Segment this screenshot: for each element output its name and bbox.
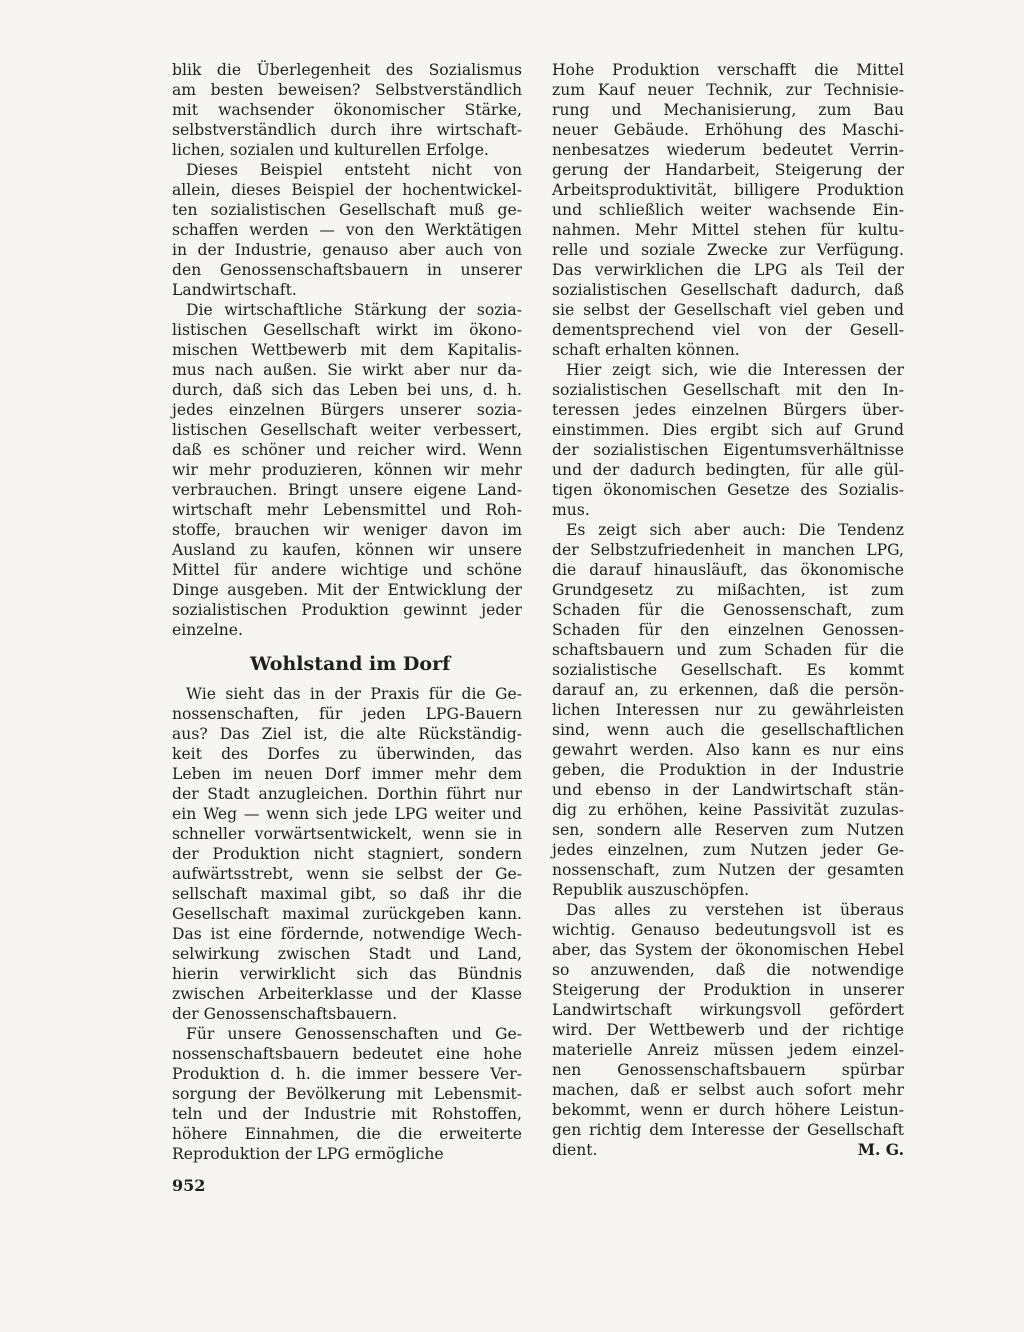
text-line: sellschaft maximal gibt, so daß ihr die bbox=[172, 885, 522, 903]
text-line: keit des Dorfes zu überwinden, das bbox=[172, 745, 522, 763]
text-line: gewahrt werden. Also kann es nur eins bbox=[552, 741, 904, 759]
text-line: nossenschaftsbauern bedeutet eine hohe bbox=[172, 1045, 522, 1063]
text-line: relle und soziale Zwecke zur Verfügung. bbox=[552, 241, 904, 259]
text-line: tigen ökonomischen Gesetze des Sozialis- bbox=[552, 481, 904, 499]
text-line: lichen, sozialen und kulturellen Erfolge. bbox=[172, 141, 489, 159]
paragraph bbox=[552, 520, 904, 900]
paragraph bbox=[552, 360, 904, 520]
text-line: nen Genossenschaftsbauern spürbar bbox=[552, 1061, 904, 1079]
text-line: gen richtig dem Interesse der Gesellschaft bbox=[552, 1121, 904, 1139]
text-line: nenbesatzes wiederum bedeutet Verrin- bbox=[552, 141, 904, 159]
text-line: Hier zeigt sich, wie die Interessen der bbox=[566, 361, 904, 379]
text-line: teln und der Industrie mit Rohstoffen, bbox=[172, 1105, 522, 1123]
text-line: Für unsere Genossenschaften und Ge- bbox=[186, 1025, 522, 1043]
text-line: ein Weg — wenn sich jede LPG weiter und bbox=[172, 805, 522, 823]
text-line: Leben im neuen Dorf immer mehr dem bbox=[172, 765, 522, 783]
text-line: aufwärtsstrebt, wenn sie selbst der Ge- bbox=[172, 865, 522, 883]
text-line: zum Kauf neuer Technik, zur Technisie- bbox=[552, 81, 904, 99]
text-line: verbrauchen. Bringt unsere eigene Land- bbox=[172, 481, 522, 499]
text-line: wird. Der Wettbewerb und der richtige bbox=[552, 1021, 904, 1039]
text-line: gerung der Handarbeit, Steigerung der bbox=[552, 161, 904, 179]
text-line: Schaden für den einzelnen Genossen- bbox=[552, 621, 904, 639]
text-line: sozialistischen Gesellschaft mit den In- bbox=[552, 381, 904, 399]
text-line: Landwirtschaft. bbox=[172, 281, 297, 299]
text-line: rung und Mechanisierung, zum Bau bbox=[552, 101, 904, 119]
text-line: am besten beweisen? Selbstverständlich bbox=[172, 81, 522, 99]
text-line: wirtschaft mehr Lebensmittel und Roh- bbox=[172, 501, 522, 519]
paragraph bbox=[172, 60, 522, 160]
text-line: wichtig. Genauso bedeutungsvoll ist es bbox=[552, 921, 904, 939]
section-heading: Wohlstand im Dorf bbox=[250, 653, 451, 675]
text-line: einzelne. bbox=[172, 621, 243, 639]
text-line: Ausland zu kaufen, können wir unsere bbox=[172, 541, 522, 559]
text-line: Dinge ausgeben. Mit der Entwicklung der bbox=[172, 581, 522, 599]
text-line: aber, das System der ökonomischen Hebel bbox=[552, 941, 904, 959]
text-line: Dieses Beispiel entsteht nicht von bbox=[186, 161, 522, 179]
text-line: sozialistischen Produktion gewinnt jeder bbox=[172, 601, 522, 619]
text-line: der Produktion nicht stagniert, sondern bbox=[172, 845, 522, 863]
text-line: machen, daß er selbst auch sofort mehr bbox=[552, 1081, 904, 1099]
text-line: blik die Überlegenheit des Sozialismus bbox=[172, 61, 522, 79]
text-line: durch, daß sich das Leben bei uns, d. h. bbox=[172, 381, 522, 399]
text-line: schaft erhalten können. bbox=[552, 341, 740, 359]
text-line: Gesellschaft maximal zurückgeben kann. bbox=[172, 905, 522, 923]
text-line: jedes einzelnen Bürgers unserer sozia- bbox=[172, 401, 522, 419]
text-line: zwischen Arbeiterklasse und der Klasse bbox=[172, 985, 522, 1003]
text-line: Das ist eine fördernde, notwendige Wech- bbox=[172, 925, 522, 943]
closing-word: dient. bbox=[552, 1141, 598, 1159]
text-line: der sozialistischen Eigentumsverhältnisse bbox=[552, 441, 904, 459]
text-line: Die wirtschaftliche Stärkung der sozia- bbox=[186, 301, 522, 319]
text-line: nossenschaften, für jeden LPG-Bauern bbox=[172, 705, 522, 723]
text-line: neuer Gebäude. Erhöhung des Maschi- bbox=[552, 121, 904, 139]
text-line: darauf an, zu erkennen, daß die persön- bbox=[552, 681, 904, 699]
text-line: Republik auszuschöpfen. bbox=[552, 881, 750, 899]
text-line: Hohe Produktion verschafft die Mittel bbox=[552, 61, 904, 79]
text-line: Schaden für die Genossenschaft, zum bbox=[552, 601, 904, 619]
text-line: mischen Wettbewerb mit dem Kapitalis- bbox=[172, 341, 522, 359]
text-line: dementsprechend viel von der Gesell- bbox=[552, 321, 904, 339]
text-line: sind, wenn auch die gesellschaftlichen bbox=[552, 721, 904, 739]
text-line: daß es schöner und reicher wird. Wenn bbox=[172, 441, 522, 459]
text-line: und schließlich weiter wachsende Ein- bbox=[552, 201, 904, 219]
paragraph bbox=[172, 684, 522, 1024]
text-line: wir mehr produzieren, können wir mehr bbox=[172, 461, 522, 479]
text-line: Das alles zu verstehen ist überaus bbox=[566, 901, 904, 919]
paragraph bbox=[552, 60, 904, 360]
text-line: schaftsbauern und zum Schaden für die bbox=[552, 641, 904, 659]
text-line: stoffe, brauchen wir weniger davon im bbox=[172, 521, 522, 539]
text-line: Arbeitsproduktivität, billigere Produktion bbox=[552, 181, 904, 199]
text-line: sen, sondern alle Reserven zum Nutzen bbox=[552, 821, 904, 839]
text-line: lichen Interessen nur zu gewährleisten bbox=[552, 701, 904, 719]
text-line: der Genossenschaftsbauern. bbox=[172, 1005, 398, 1023]
text-line: sie selbst der Gesellschaft viel geben und bbox=[552, 301, 904, 319]
text-line: schaffen werden — von den Werktätigen bbox=[172, 221, 522, 239]
text-line: bekommt, wenn er durch höhere Leistun- bbox=[552, 1101, 904, 1119]
text-line: Reproduktion der LPG ermögliche bbox=[172, 1145, 444, 1163]
text-line: aus? Das Ziel ist, die alte Rückständig- bbox=[172, 725, 522, 743]
right-column bbox=[552, 60, 904, 1160]
text-line: mus nach außen. Sie wirkt aber nur da- bbox=[172, 361, 522, 379]
page-number: 952 bbox=[172, 1176, 206, 1195]
text-line: nossenschaft, zum Nutzen der gesamten bbox=[552, 861, 904, 879]
text-line: Steigerung der Produktion in unserer bbox=[552, 981, 904, 999]
text-line: selwirkung zwischen Stadt und Land, bbox=[172, 945, 522, 963]
text-line: materielle Anreiz müssen jedem einzel- bbox=[552, 1041, 904, 1059]
text-line: sorgung der Bevölkerung mit Lebensmit- bbox=[172, 1085, 522, 1103]
text-line: Wie sieht das in der Praxis für die Ge- bbox=[186, 685, 522, 703]
text-line: listischen Gesellschaft weiter verbessert, bbox=[172, 421, 522, 439]
text-line: der Stadt anzugleichen. Dorthin führt nur bbox=[172, 785, 522, 803]
text-line: Mittel für andere wichtige und schöne bbox=[172, 561, 522, 579]
text-line: sozialistischen Gesellschaft dadurch, daß bbox=[552, 281, 904, 299]
paragraph bbox=[552, 900, 904, 1140]
text-line: mus. bbox=[552, 501, 590, 519]
text-line: ten sozialistischen Gesellschaft muß ge- bbox=[172, 201, 522, 219]
text-line: und der dadurch bedingten, für alle gül- bbox=[552, 461, 904, 479]
text-line: mit wachsender ökonomischer Stärke, bbox=[172, 101, 522, 119]
text-line: so anzuwenden, daß die notwendige bbox=[552, 961, 904, 979]
text-line: listischen Gesellschaft wirkt im ökono- bbox=[172, 321, 522, 339]
text-line: schneller vorwärtsentwickelt, wenn sie in bbox=[172, 825, 522, 843]
closing-line bbox=[552, 1140, 904, 1160]
text-line: dig zu erhöhen, keine Passivität zuzulas- bbox=[552, 801, 904, 819]
text-line: der Selbstzufriedenheit in manchen LPG, bbox=[552, 541, 904, 559]
text-line: Landwirtschaft wirkungsvoll gefördert bbox=[552, 1001, 904, 1019]
text-line: sozialistische Gesellschaft. Es kommt bbox=[552, 661, 904, 679]
text-line: selbstverständlich durch ihre wirtschaft- bbox=[172, 121, 522, 139]
text-line: nahmen. Mehr Mittel stehen für kultu- bbox=[552, 221, 904, 239]
text-line: und ebenso in der Landwirtschaft stän- bbox=[552, 781, 904, 799]
paragraph bbox=[172, 1024, 522, 1164]
text-line: Produktion d. h. die immer bessere Ver- bbox=[172, 1065, 522, 1083]
text-line: hierin verwirklicht sich das Bündnis bbox=[172, 965, 522, 983]
text-line: die darauf hinausläuft, das ökonomische bbox=[552, 561, 904, 579]
text-line: Grundgesetz zu mißachten, ist zum bbox=[552, 581, 904, 599]
text-line: höhere Einnahmen, die die erweiterte bbox=[172, 1125, 522, 1143]
text-line: jedes einzelnen, zum Nutzen jeder Ge- bbox=[552, 841, 904, 859]
text-line: einstimmen. Dies ergibt sich auf Grund bbox=[552, 421, 904, 439]
text-line: den Genossenschaftsbauern in unserer bbox=[172, 261, 522, 279]
text-line: teressen jedes einzelnen Bürgers über- bbox=[552, 401, 904, 419]
paragraph bbox=[172, 160, 522, 300]
text-line: in der Industrie, genauso aber auch von bbox=[172, 241, 522, 259]
left-column bbox=[172, 60, 522, 1164]
text-line: geben, die Produktion in der Industrie bbox=[552, 761, 904, 779]
text-line: Es zeigt sich aber auch: Die Tendenz bbox=[566, 521, 904, 539]
author-signature: M. G. bbox=[857, 1140, 904, 1159]
text-line: allein, dieses Beispiel der hochentwickel- bbox=[172, 181, 522, 199]
text-line: Das verwirklichen die LPG als Teil der bbox=[552, 261, 904, 279]
paragraph bbox=[172, 300, 522, 640]
